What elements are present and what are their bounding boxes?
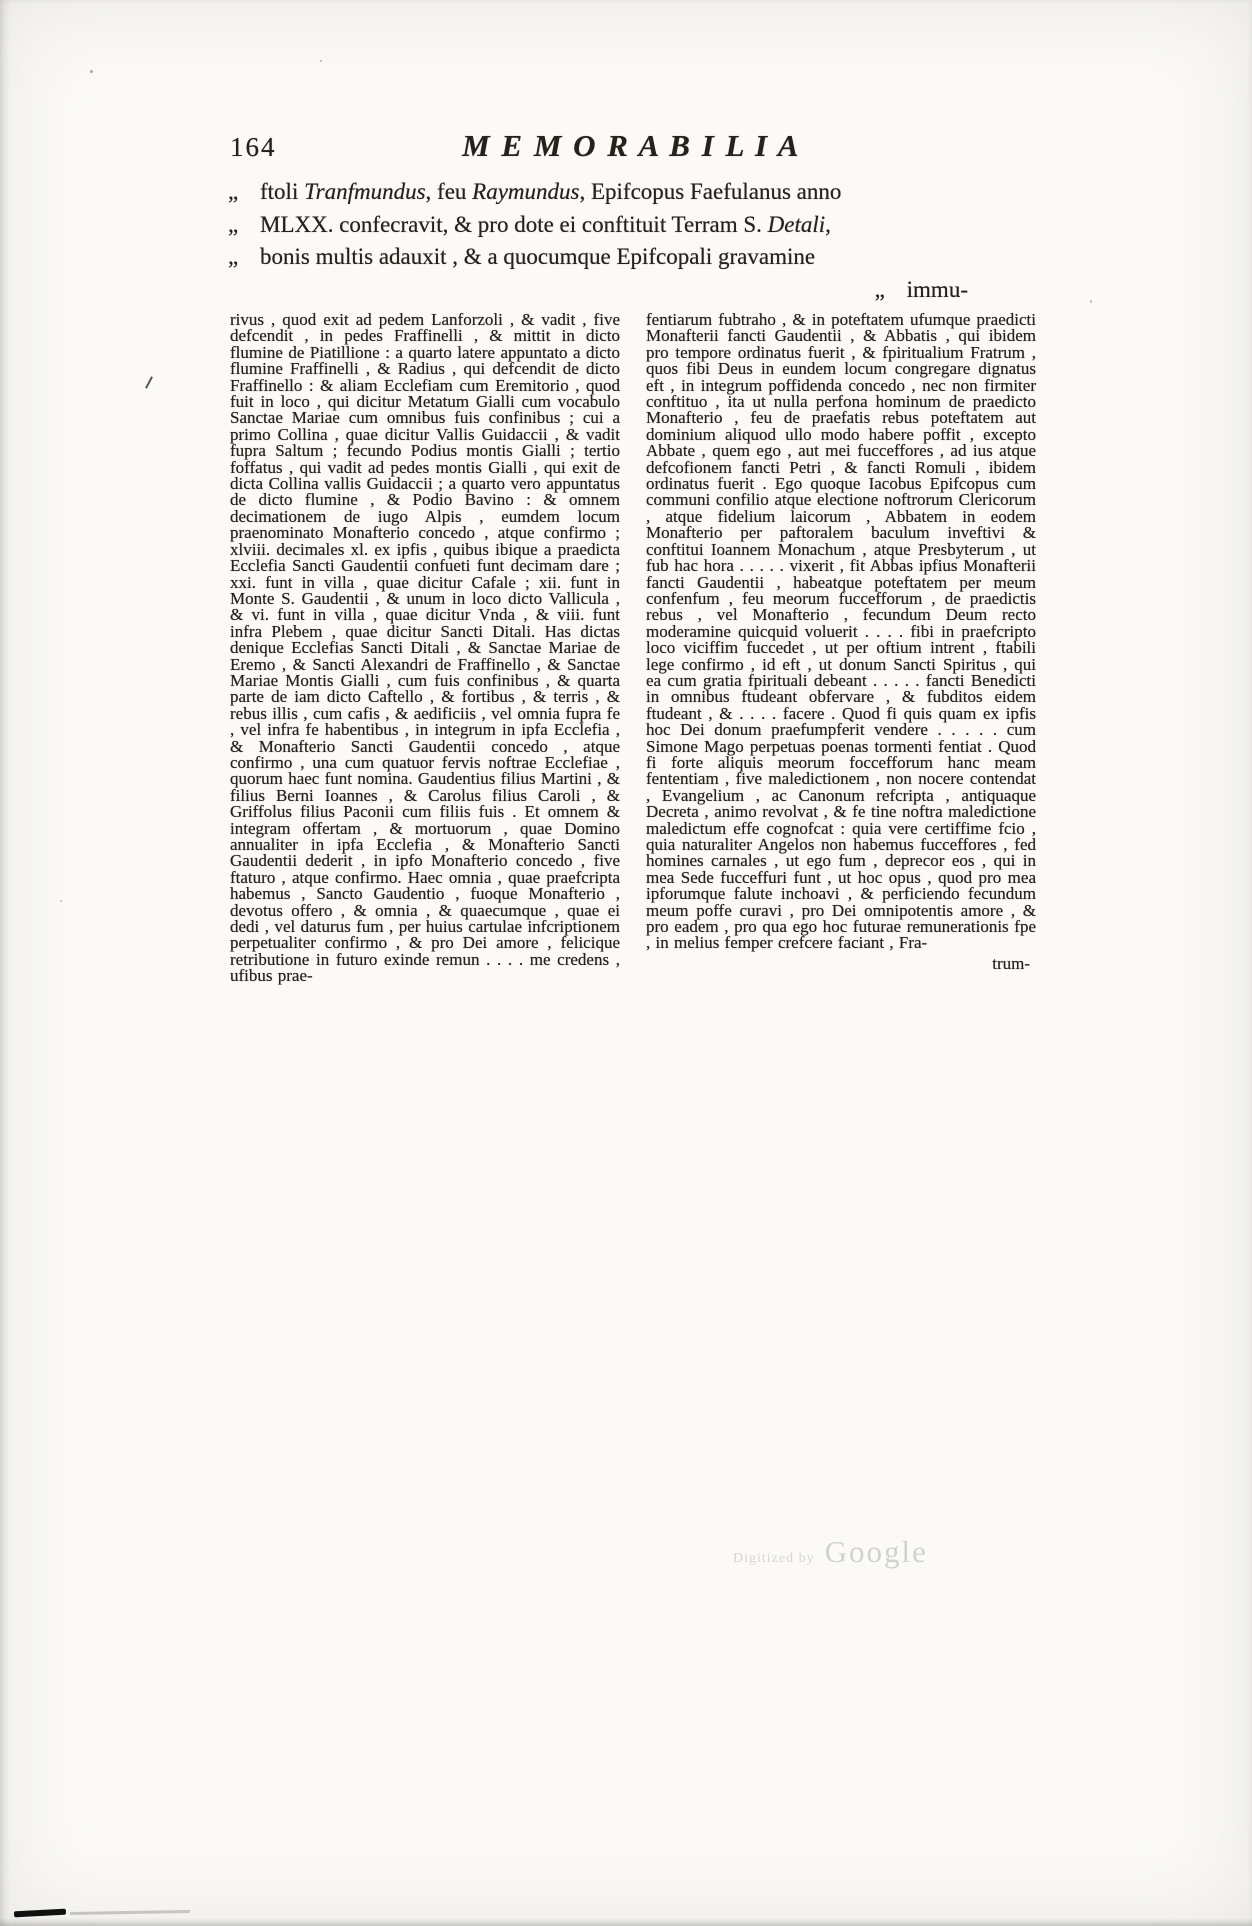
intro-line-2-text bbox=[260, 209, 831, 242]
page-title: M E M O R A B I L I A bbox=[462, 128, 801, 163]
left-column: rivus , quod exit ad pedem Lanforzoli , & vadit , five defcendit , in pedes Fraffinelli , & mittit in dicto flumine de Piatillione : a quarto latere appuntato a dicto flumine Fraffinelli , & Radius , qui defcendit de dicto Fraffinello : & aliam Ecclefiam cum Eremitorio , quod fuit in loco , qui dicitur Metatum Gialli cum vocabulo Sanctae Mariae cum omnibus fuis confinibus ; cui a primo Collina , quae dicitur Vallis Guidaccii , & vadit fupra Saltum ; fecundo Podius montis Gialli ; tertio foffatus , qui vadit ad pedes montis Gialli , qui exit de dicta Collina vallis Guidaccii ; a quarto vero appuntatus de dicto flumine , & Podio Bavino : & omnem decimationem de iugo Alpis , eumdem locum praenominato Monafterio concedo , atque confirmo ; xlviii. decimales xl. ex ipfis , quibus ibique a praedicta Ecclefia Sancti Gaudentii confueti funt decimam dare ; xxi. funt in villa , quae dicitur Cafale ; xii. funt in Monte S. Gaudentii , & unum in loco dicto Vallicula , & vi. funt in villa , quae dicitur Vnda , & viii. funt infra Plebem , quae dicitur Sancti Ditali. Has dictas denique Ecclefias Sancti Ditali , & Sanctae Mariae de Eremo , & Sancti Alexandri de Fraffinello , & Sanctae Mariae Montis Gialli , cum fuis confinibus , & quarta parte de iam dicto Caftello , & fortibus , & terris , & rebus illis , cum cafis , & aedificiis , vel omnia fupra fe , vel infra fe habentibus , in integrum in ipfa Ecclefia , & Monafterio Sancti Gaudentii concedo , atque confirmo , una cum quatuor fervis noftrae Ecclefiae , quorum haec funt nomina. Gaudentius filius Martini , & filius Berni Ioannes , & Carolus filius Caroli , & Griffolus filius Paconii cum filiis fuis . Et omnem & integram offertam , & mortuorum , quae Domino annualiter in ipfa Ecclefia , & Monafterio Sancti Gaudentii dederit , in ipfo Monafterio concedo , five ftaturo , atque confirmo. Haec omnia , quae praefcripta habemus , Sancto Gaudentio , fuoque Monafterio , devotus offero , & omnia , & quaecumque , quae ei dedi , vel daturus fum , per huius cartulae infcriptionem perpetualiter confirmo , & pro Dei amore , felicique retributione in futuro exinde remun . . . . me credens , ufibus prae- bbox=[230, 310, 620, 986]
scan-speck bbox=[1090, 300, 1092, 303]
right-column: fentiarum fubtraho , & in poteftatem ufumque praedicti Monafterii fancti Gaudentii , & Abbatis , qui ibidem pro tempore ordinatus fuerit , & fpiritualium Fratrum , quos fibi Deus in eundem locum congregare dignatus eft , in integrum poffidenda concedo , nec non firmiter conftituo , ita ut nulla perfona hominum de praedicto Monafterio , feu de praefatis rebus poteftatem aut dominium aliquod ullo modo habere poffit , excepto Abbate , quem ego , aut mei fucceffores , ad ius atque defcofionem fancti Petri , & fancti Romuli , ibidem ordinatus fuerit . Ego quoque Iacobus Epifcopus cum communi confilio atque electione noftrorum Clericorum , atque fidelium laicorum , Abbatem in eodem Monafterio per paftoralem baculum inveftivi & conftitui Ioannem Monachum , atque Presbyterum , ut fub hac hora . . . . . vixerit , fit Abbas ipfius Monafterii fancti Gaudentii , habeatque poteftatem per meum confenfum , feu meorum fuccefforum , de praedictis rebus , vel Monafterio , fecundum Deum recto moderamine quicquid voluerit . . . . fibi in praefcripto loco viciffim fuccedet , ut per oftium intrent , ftabili lege confirmo , id eft , ut donum Sancti Spiritus , qui ea cum gratia fpirituali debeant . . . . . fancti Benedicti in omnibus ftudeant obfervare , & fubditos eidem ftudeant , & . . . . facere . Quod fi quis quam ex ipfis hoc Dei donum praefumpferit vendere . . . . . cum Simone Mago perpetuas poenas tormenti fentiat . Quod fi forte aliquis meorum foccefforum hanc meam fententiam , five maledictionem , non nocere contendat , Evangelium , ac Canonum refcripta , antiquaque Decreta , animo revolvat , & fe tine noftra maledictione maledictum effe cognofcat : quia vere certiffime fcio , quia naturaliter Angelos non habemus fucceffores , fed homines carnales , ut ego fum , deprecor eos , qui in mea Sede fucceffuri funt , ut hoc opus , quod pro mea ipforumque falute inchoavi , & perficiendo fecundum meum poffe curavi , pro Dei omnipotentis amore , & pro eadem , pro qua ego hoc futurae remunerationis fpe , in melius femper crefcere faciant , Fra- bbox=[646, 310, 1036, 953]
intro-paragraph bbox=[228, 176, 1040, 306]
page-header bbox=[230, 128, 1032, 164]
catchword: trum- bbox=[992, 953, 1030, 973]
google-logo: Google bbox=[824, 1534, 928, 1569]
intro-italic-name: Detali bbox=[767, 211, 826, 237]
right-column-wrap bbox=[646, 312, 1036, 985]
intro-line-1 bbox=[228, 176, 1040, 209]
two-column-body bbox=[230, 312, 1036, 985]
scan-edge-shadow-bottom bbox=[0, 1918, 1252, 1926]
intro-line-4 bbox=[228, 274, 1040, 307]
scan-artifact-margin-tick bbox=[145, 376, 153, 388]
intro-text: , bbox=[825, 211, 831, 237]
scan-artifact-bottom-mark bbox=[14, 1909, 66, 1918]
quote-mark: „ bbox=[228, 211, 239, 237]
quote-mark: „ bbox=[228, 244, 239, 269]
watermark-prefix: Digitized by bbox=[733, 1551, 815, 1566]
scan-speck bbox=[320, 60, 322, 62]
quote-mark: „ bbox=[874, 276, 885, 302]
scan-speck bbox=[60, 900, 62, 902]
quote-mark: „ bbox=[228, 179, 239, 204]
scan-artifact-bottom-smudge bbox=[70, 1910, 190, 1915]
intro-line-4-text: immu- bbox=[906, 276, 968, 302]
page-number: 164 bbox=[230, 132, 277, 162]
intro-line-2 bbox=[228, 209, 1040, 242]
intro-line-3-text: bonis multis adauxit , & a quocumque Epifcopali gravamine bbox=[260, 244, 816, 269]
intro-italic-name: Raymundus bbox=[472, 179, 580, 204]
intro-italic-name: Tranfmundus bbox=[304, 179, 426, 204]
intro-text: , feu bbox=[425, 179, 473, 204]
intro-text: ftoli bbox=[260, 179, 305, 204]
scan-speck bbox=[90, 70, 93, 73]
intro-line-1-text bbox=[260, 176, 841, 209]
google-watermark bbox=[733, 1534, 928, 1570]
intro-text: , Epifcopus Faefulanus anno bbox=[579, 179, 842, 204]
intro-line-3 bbox=[228, 241, 1040, 274]
scan-edge-shadow-left bbox=[0, 0, 10, 1926]
intro-text: MLXX. confecravit, & pro dote ei conftituit Terram S. bbox=[260, 211, 768, 237]
